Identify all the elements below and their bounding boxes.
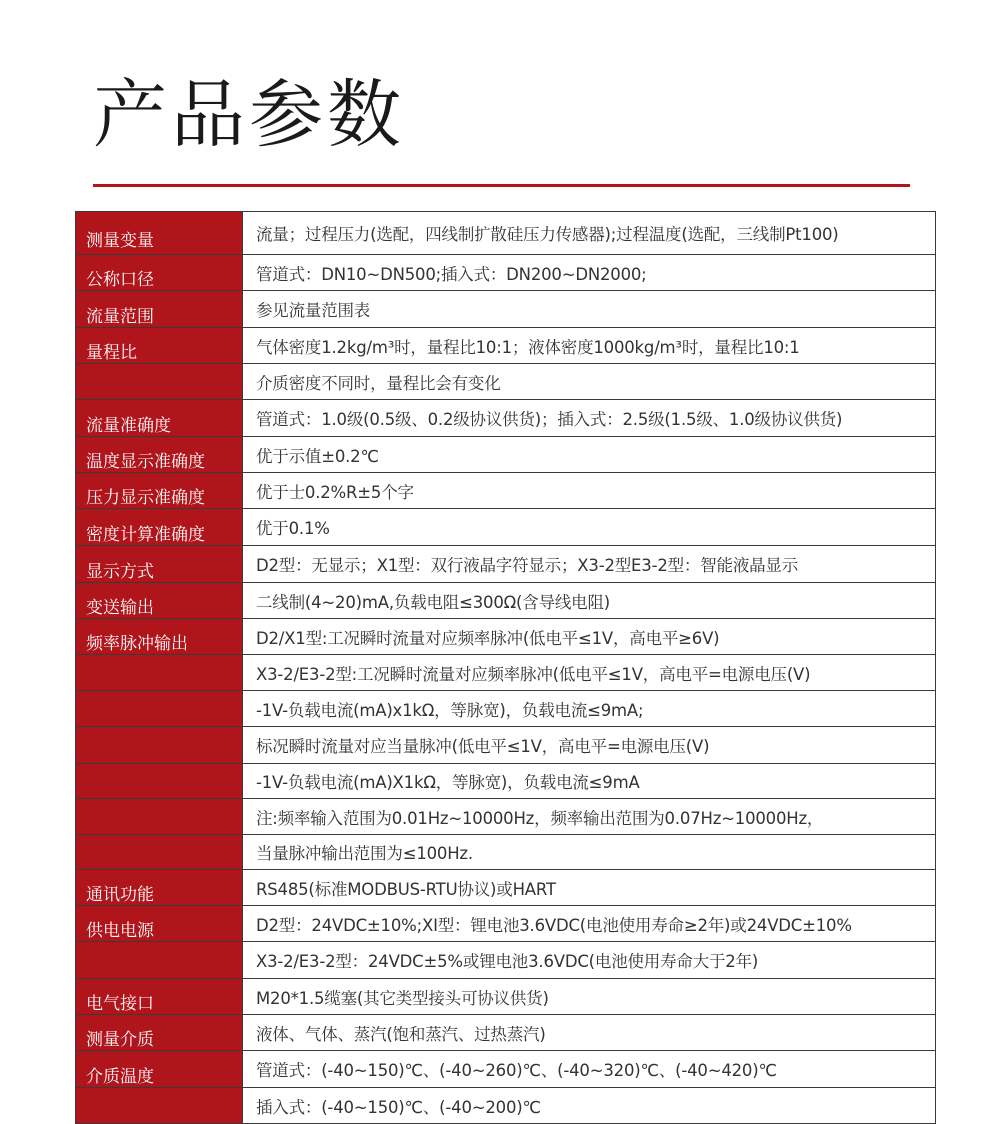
param-label: 测量介质 [76,1015,243,1051]
param-value: -1V-负载电流(mA)x1kΩ，等脉宽)，负载电流≤9mA; [243,691,936,727]
table-row [76,619,936,655]
param-value: 流量；过程压力(选配，四线制扩散硅压力传感器);过程温度(选配，三线制Pt100) [243,212,936,255]
table-row [76,1015,936,1051]
param-label: 流量准确度 [76,400,243,437]
table-row [76,870,936,906]
title-divider [93,184,910,187]
param-value: 液体、气体、蒸汽(饱和蒸汽、过热蒸汽) [243,1015,936,1051]
table-row [76,509,936,546]
param-value: 优于士0.2%R±5个字 [243,473,936,509]
param-value: -1V-负载电流(mA)X1kΩ，等脉宽)，负载电流≤9mA [243,764,936,799]
table-row [76,400,936,437]
param-label [76,799,243,835]
table-row [76,328,936,364]
table-row [76,655,936,691]
table-row [76,473,936,509]
param-label: 压力显示准确度 [76,473,243,509]
table-row [76,691,936,727]
table-row [76,291,936,328]
param-label [76,727,243,764]
table-row [76,437,936,473]
param-label: 电气接口 [76,979,243,1015]
param-label: 密度计算准确度 [76,509,243,546]
param-label [76,835,243,870]
table-row [76,1051,936,1088]
param-value: D2型：无显示；X1型：双行液晶字符显示；X3-2型E3-2型：智能液晶显示 [243,546,936,583]
param-value: 管道式：(-40~150)℃、(-40~260)℃、(-40~320)℃、(-40~420)℃ [243,1051,936,1088]
param-value: X3-2/E3-2型:工况瞬时流量对应频率脉冲(低电平≤1V，高电平=电源电压(V) [243,655,936,691]
table-row [76,942,936,979]
param-value: 注:频率输入范围为0.01Hz~10000Hz，频率输出范围为0.07Hz~10000Hz， [243,799,936,835]
param-label [76,1088,243,1124]
param-value: M20*1.5缆塞(其它类型接头可协议供货) [243,979,936,1015]
spec-table-body [76,212,936,1124]
param-label: 量程比 [76,328,243,364]
table-row [76,212,936,255]
table-row [76,1088,936,1124]
param-value: 标况瞬时流量对应当量脉冲(低电平≤1V，高电平=电源电压(V) [243,727,936,764]
param-value: D2型：24VDC±10%;XI型：锂电池3.6VDC(电池使用寿命≥2年)或24VDC±10% [243,906,936,942]
page-title: 产品参数 [93,72,405,158]
param-label [76,942,243,979]
param-value: RS485(标准MODBUS-RTU协议)或HART [243,870,936,906]
spec-table [75,211,936,1124]
param-label: 显示方式 [76,546,243,583]
param-value: 介质密度不同时，量程比会有变化 [243,364,936,400]
table-row [76,764,936,799]
table-row [76,727,936,764]
param-value: 二线制(4~20)mA,负载电阻≤300Ω(含导线电阻) [243,583,936,619]
param-label: 流量范围 [76,291,243,328]
param-value: 气体密度1.2kg/m³时，量程比10:1；液体密度1000kg/m³时，量程比10:1 [243,328,936,364]
param-label: 频率脉冲输出 [76,619,243,655]
param-label: 供电电源 [76,906,243,942]
table-row [76,979,936,1015]
param-label [76,691,243,727]
param-label: 测量变量 [76,212,243,255]
param-value: 插入式：(-40~150)℃、(-40~200)℃ [243,1088,936,1124]
param-label: 公称口径 [76,255,243,291]
param-label [76,364,243,400]
param-value: 管道式：DN10~DN500;插入式：DN200~DN2000; [243,255,936,291]
param-label: 变送输出 [76,583,243,619]
param-value: 优于示值±0.2℃ [243,437,936,473]
param-value: X3-2/E3-2型：24VDC±5%或锂电池3.6VDC(电池使用寿命大于2年) [243,942,936,979]
param-label [76,655,243,691]
param-value: 优于0.1% [243,509,936,546]
table-row [76,835,936,870]
param-value: D2/X1型:工况瞬时流量对应频率脉冲(低电平≤1V，高电平≥6V) [243,619,936,655]
param-value: 管道式：1.0级(0.5级、0.2级协议供货)；插入式：2.5级(1.5级、1.0级协议供货) [243,400,936,437]
table-row [76,255,936,291]
param-label: 温度显示准确度 [76,437,243,473]
param-label: 通讯功能 [76,870,243,906]
param-label [76,764,243,799]
table-row [76,364,936,400]
param-label: 介质温度 [76,1051,243,1088]
table-row [76,906,936,942]
table-row [76,583,936,619]
table-row [76,799,936,835]
param-value: 参见流量范围表 [243,291,936,328]
table-row [76,546,936,583]
param-value: 当量脉冲输出范围为≤100Hz. [243,835,936,870]
